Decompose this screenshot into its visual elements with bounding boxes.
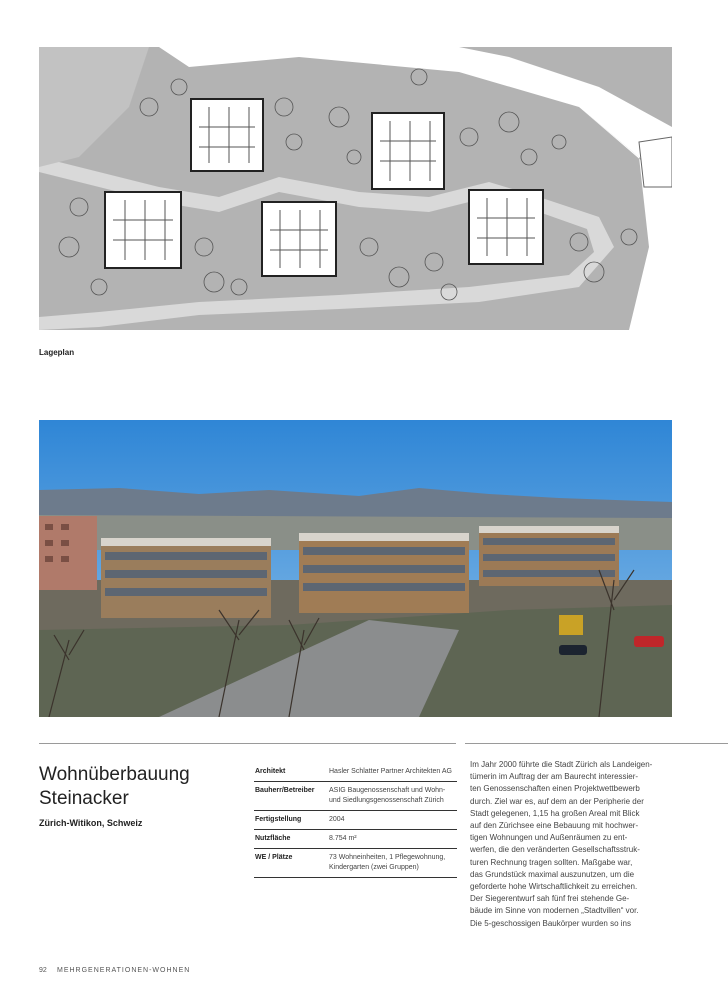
table-row [254,849,457,878]
fact-label: Bauherr/Betreiber [254,782,328,811]
fact-value: 2004 [328,811,457,830]
title-line-2: Steinacker [39,788,129,809]
fact-label: Fertigstellung [254,811,328,830]
body-line: turen Rechnung tragen sollten. Maßgabe war, [470,857,633,867]
fact-label: WE / Plätze [254,849,328,878]
page-title [39,763,190,811]
body-line: auf den Zürichsee eine Bebauung mit hochwer- [470,821,639,831]
table-row [254,782,457,811]
location-subtitle: Zürich-Witikon, Schweiz [39,818,143,828]
site-plan-image [39,47,672,330]
body-line: tigen Wohnungen und Außenräumen zu ent- [470,833,628,843]
section-title: MEHRGENERATIONEN-WOHNEN [57,967,191,974]
fact-value: ASIG Baugenossenschaft und Wohn- und Siedlungsgenossenschaft Zürich [328,782,457,811]
fact-value: 8.754 m² [328,830,457,849]
divider-rule-right [465,743,728,744]
fact-value: 73 Wohneinheiten, 1 Pflegewohnung, Kindergarten (zwei Gruppen) [328,849,457,878]
body-line: bäude im Sinne von modernen „Stadtvillen“ vor. [470,906,639,916]
building-photo [39,420,672,717]
body-line: das Grundstück maximal auszunutzen, um die [470,869,635,879]
image-caption: Lageplan [39,348,75,357]
table-row [254,763,457,782]
body-line: werfen, die den veränderten Gesellschaftsstruk- [470,845,640,855]
page-number: 92 [39,967,47,974]
divider-rule-left [39,743,456,744]
body-line: Der Siegerentwurf sah fünf frei stehende Ge- [470,894,630,904]
body-line: geforderte hohe Wirtschaftlichkeit zu erreichen. [470,882,638,892]
body-line: Im Jahr 2000 führte die Stadt Zürich als Landeigen- [470,760,653,769]
body-line: tümerin im Auftrag der am Baurecht interessier- [470,772,639,782]
table-row [254,830,457,849]
body-line: durch. Ziel war es, auf dem an der Peripherie der [470,796,644,806]
fact-value: Hasler Schlatter Partner Architekten AG [328,763,457,782]
body-line: ten Genossenschaften einen Projektwettbewerb [470,784,640,794]
fact-label: Architekt [254,763,328,782]
body-line: Die 5-geschossigen Baukörper wurden so ins [470,918,631,928]
title-line-1: Wohnüberbauung [39,764,190,785]
table-row [254,811,457,830]
fact-label: Nutzfläche [254,830,328,849]
body-line: Stadt gelegenen, 1,15 ha großen Areal mit Blick [470,808,640,818]
body-text [470,759,676,930]
project-facts-table [254,763,457,878]
